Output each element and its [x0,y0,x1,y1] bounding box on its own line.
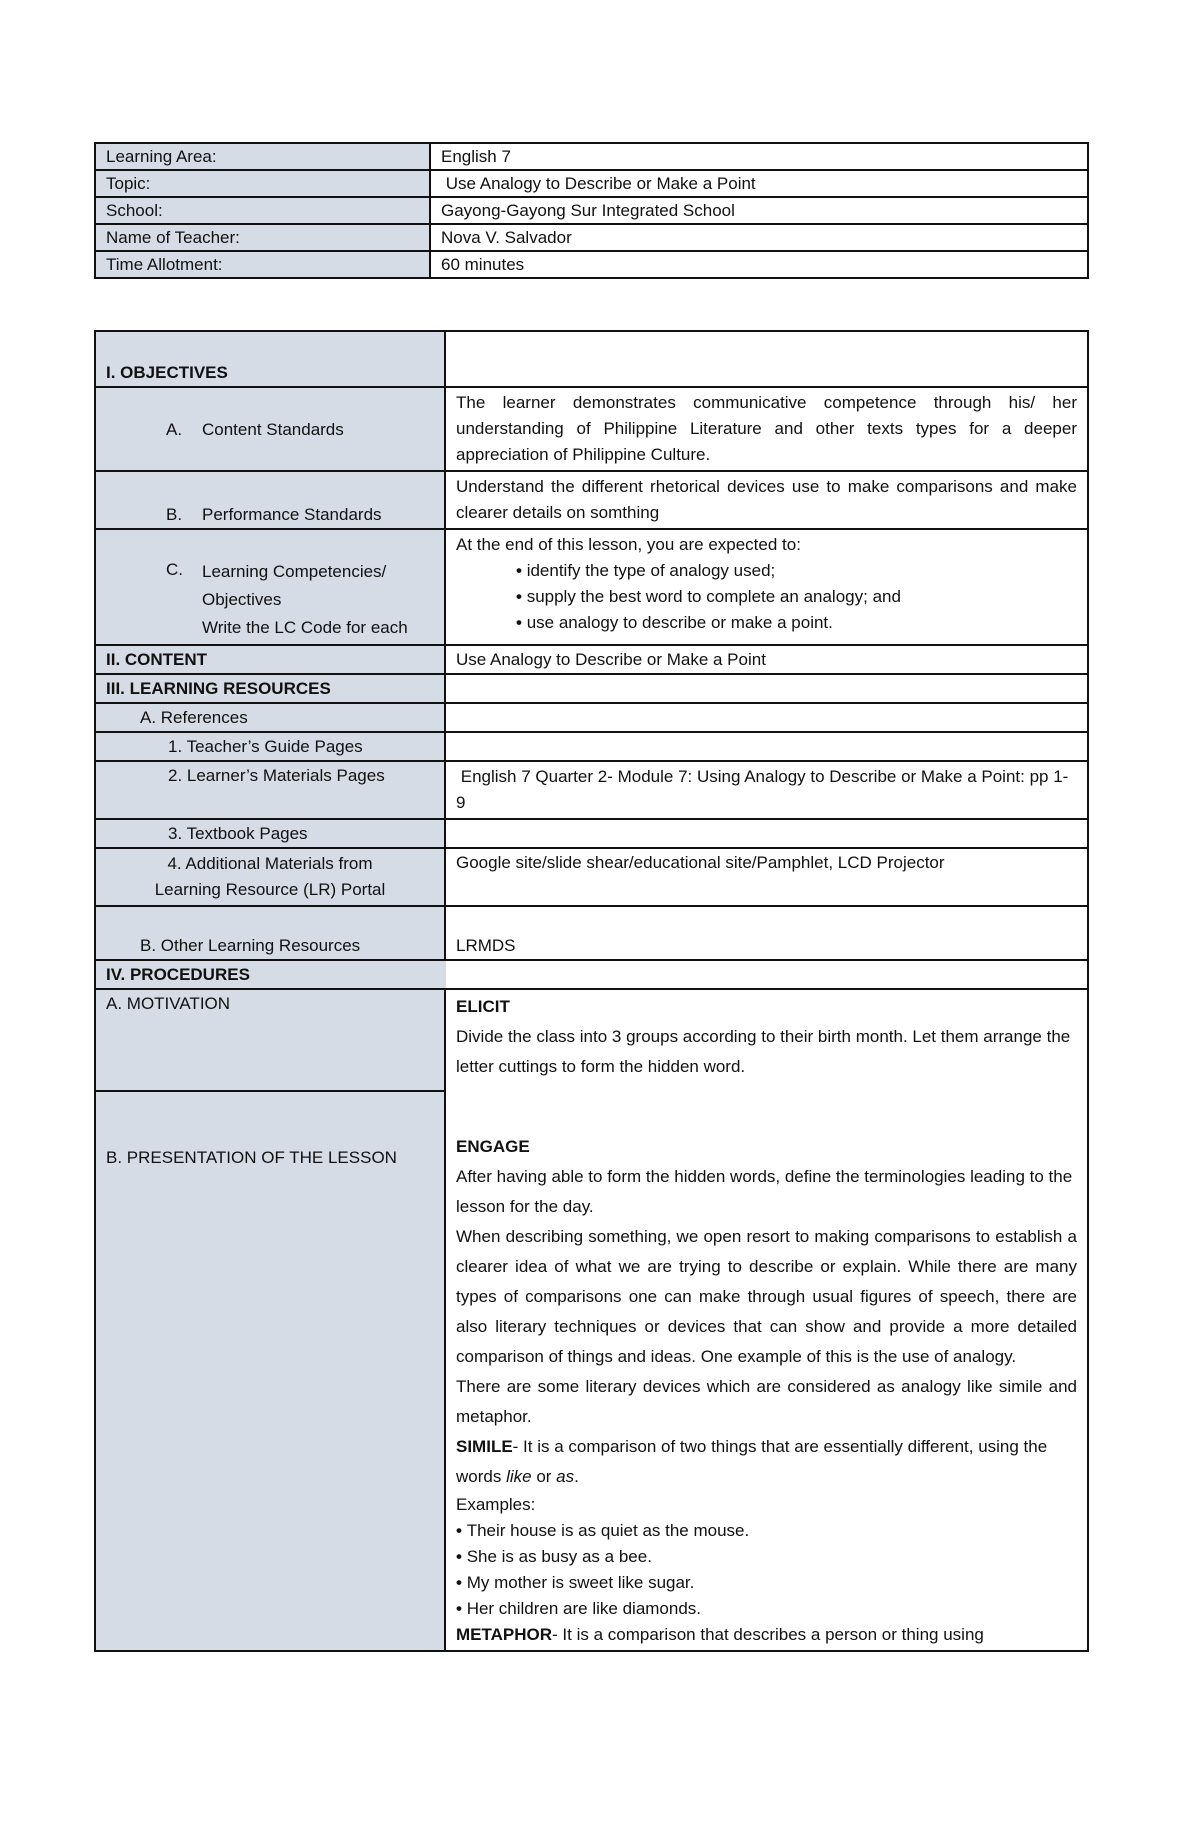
motivation-label: A. MOTIVATION [95,989,445,1091]
list-item: • Her children are like diamonds. [456,1596,1077,1622]
info-value: Gayong-Gayong Sur Integrated School [430,197,1088,224]
info-value: Use Analogy to Describe or Make a Point [430,170,1088,197]
engage-p2: When describing something, we open resort to making comparisons to establish a clearer idea of what we are trying to describe or explain. While there are many types of comparisons one can make through usual figures of speech, there are also literary techniques or devices that can show and provide a more detailed comparison of things and ideas. One example of this is the use of analogy. [456,1227,1077,1366]
learners-materials-value: English 7 Quarter 2- Module 7: Using Analogy to Describe or Make a Point: pp 1-9 [445,761,1088,819]
competencies-list [456,558,1077,636]
info-label: Topic: [95,170,430,197]
item-label: Performance Standards [202,505,382,524]
item-label: Content Standards [202,419,344,439]
engage-p3: There are some literary devices which are considered as analogy like simile and metaphor. [456,1377,1077,1426]
item-letter: A. [166,419,183,439]
list-item: • use analogy to describe or make a point. [516,610,1077,636]
info-value: English 7 [430,143,1088,170]
content-value: Use Analogy to Describe or Make a Point [445,645,1088,674]
list-item: • She is as busy as a bee. [456,1544,1077,1570]
examples-list [456,1518,1077,1622]
item-letter: B. [166,505,183,524]
other-resources-label: B. Other Learning Resources [95,906,445,960]
elicit-heading: ELICIT [456,997,510,1016]
info-row [95,170,1088,197]
objectives-row [95,331,1088,387]
additional-materials-label: 4. Additional Materials from Learning Resource (LR) Portal [95,848,445,906]
engage-p1: After having able to form the hidden words, define the terminologies leading to the lesson for the day. [456,1167,1073,1216]
metaphor-definition: METAPHOR- It is a comparison that describes a person or thing using [456,1625,984,1644]
list-item: • Their house is as quiet as the mouse. [456,1518,1077,1544]
content-standards-row [95,387,1088,471]
procedure-content [445,989,1088,1651]
engage-heading: ENGAGE [456,1137,530,1156]
procedures-heading: IV. PROCEDURES [95,960,1088,989]
lesson-info-table [94,142,1089,279]
content-label: II. CONTENT [95,645,445,674]
examples-label: Examples: [456,1495,536,1514]
item-label: Write the LC Code for each [202,618,408,637]
info-label: Name of Teacher: [95,224,430,251]
procedures-row [95,960,1088,989]
list-item: • supply the best word to complete an analogy; and [516,584,1077,610]
additional-materials-value: Google site/slide shear/educational site/Pamphlet, LCD Projector [445,848,1088,906]
info-label: Time Allotment: [95,251,430,278]
competencies-row [95,529,1088,645]
simile-definition: SIMILE- It is a comparison of two things that are essentially different, using the words like or as. [456,1437,1048,1486]
additional-materials-row [95,848,1088,906]
textbook-row [95,819,1088,848]
list-item: • identify the type of analogy used; [516,558,1077,584]
content-standards-text: The learner demonstrates communicative competence through his/ her understanding of Philippine Literature and other texts types for a deeper appreciation of Philippine Culture. [445,387,1088,471]
objectives-heading: I. OBJECTIVES [95,331,445,387]
performance-standards-label [95,471,445,529]
info-label: School: [95,197,430,224]
info-row [95,251,1088,278]
competencies-label [95,529,445,645]
info-label: Learning Area: [95,143,430,170]
list-item: • My mother is sweet like sugar. [456,1570,1077,1596]
info-row [95,197,1088,224]
textbook-label: 3. Textbook Pages [95,819,445,848]
teachers-guide-row [95,732,1088,761]
teachers-guide-label: 1. Teacher’s Guide Pages [95,732,445,761]
objectives-value [445,331,1088,387]
info-row [95,224,1088,251]
elicit-text: Divide the class into 3 groups according to their birth month. Let them arrange the letter cuttings to form the hidden word. [456,1027,1071,1076]
references-label: A. References [95,703,445,732]
competencies-intro: At the end of this lesson, you are expected to: [456,535,801,554]
info-value: Nova V. Salvador [430,224,1088,251]
content-standards-label [95,387,445,471]
other-resources-row [95,906,1088,960]
info-value: 60 minutes [430,251,1088,278]
content-row [95,645,1088,674]
resources-row [95,674,1088,703]
competencies-value [445,529,1088,645]
presentation-label: B. PRESENTATION OF THE LESSON [95,1091,445,1651]
other-resources-value: LRMDS [445,906,1088,960]
item-label: Learning Competencies/ [202,562,387,581]
performance-standards-row [95,471,1088,529]
performance-standards-text: Understand the different rhetorical devices use to make comparisons and make clearer details on somthing [445,471,1088,529]
learners-materials-row [95,761,1088,819]
lesson-plan-table [94,330,1089,1652]
resources-heading: III. LEARNING RESOURCES [95,674,445,703]
references-row [95,703,1088,732]
motivation-row [95,989,1088,1091]
info-row [95,143,1088,170]
item-letter: C. [166,560,183,579]
item-label: Objectives [202,590,282,609]
learners-materials-label: 2. Learner’s Materials Pages [95,761,445,819]
